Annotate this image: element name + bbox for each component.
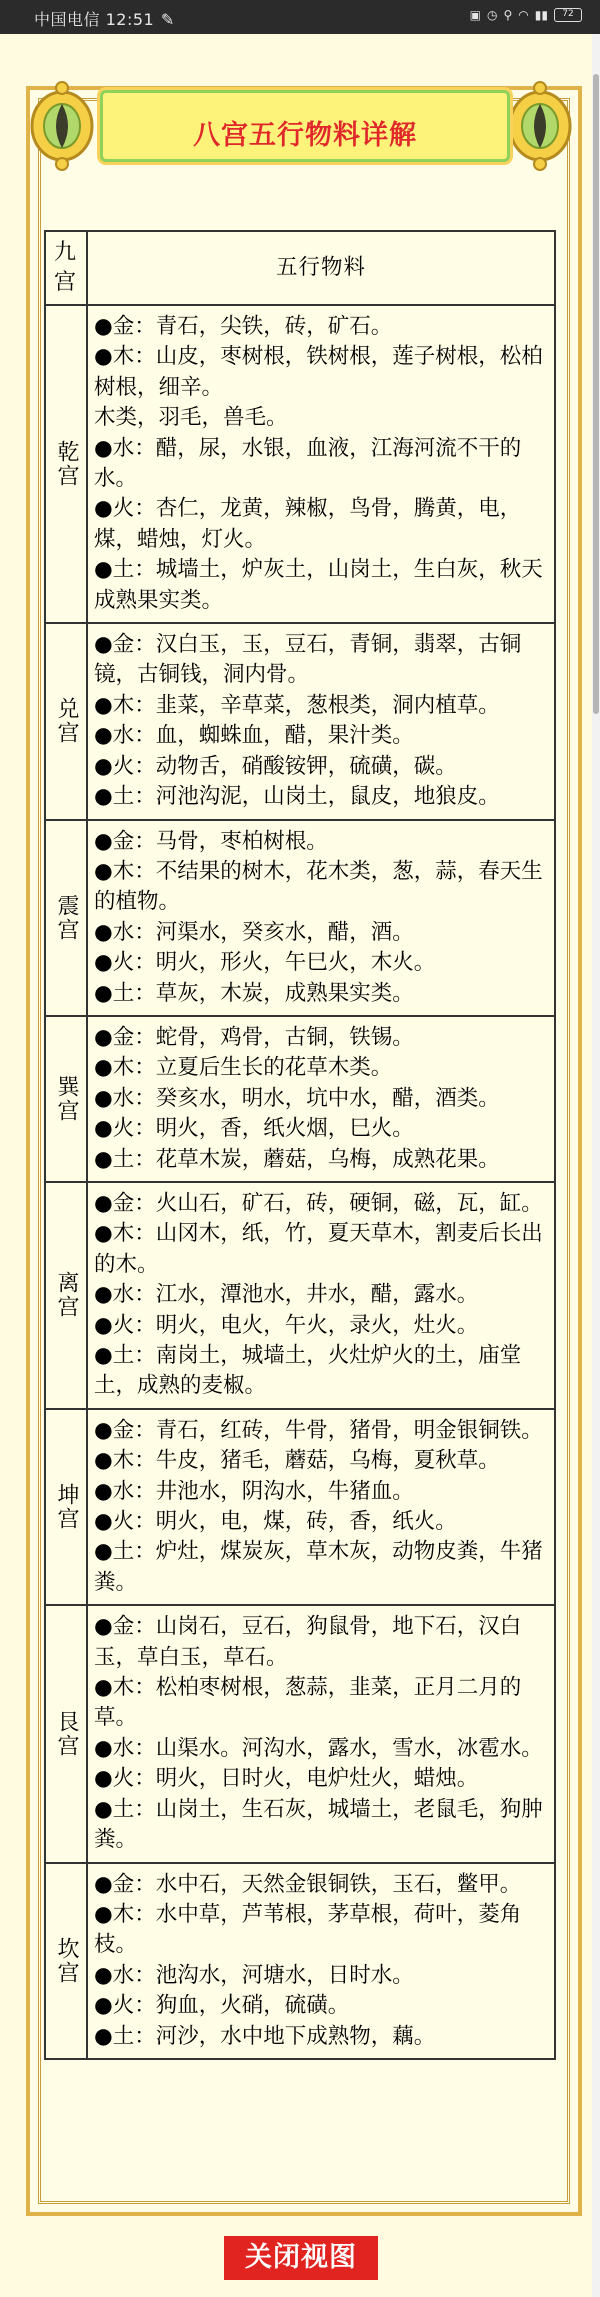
item-line: ●水：井池水，阴沟水，牛猪血。 — [94, 1478, 414, 1504]
title-banner — [100, 90, 510, 162]
item-line: ●火：明火，日时火，电炉灶火，蜡烛。 — [94, 1766, 479, 1792]
item-line: ●土：草灰，木炭，成熟果实类。 — [94, 980, 414, 1006]
carrier-time-text: 中国电信 12:51 — [34, 10, 155, 29]
item-line: ●金：马骨，枣柏树根。 — [94, 828, 328, 854]
item-line: ●木：立夏后生长的花草木类。 — [94, 1055, 393, 1081]
item-line: ●水：醋，尿，水银，血液，江海河流不干的水。 — [94, 435, 522, 492]
item-line: ●火：明火，电火，午火，录火，灶火。 — [94, 1312, 479, 1338]
item-line: ●金：青石，红砖，牛骨，猪骨，明金银铜铁。 — [94, 1417, 543, 1443]
right-ornament-icon — [500, 78, 580, 174]
item-line: ●金：青石，尖铁，砖，矿石。 — [94, 314, 393, 339]
gong-cell — [46, 1606, 88, 1861]
items-cell — [88, 1410, 554, 1604]
gong-cell — [46, 1183, 88, 1408]
item-line: ●火：杏仁，龙黄，辣椒，鸟骨，腾黄，电，煤，蜡烛，灯火。 — [94, 496, 522, 552]
item-line: ●水：河渠水，癸亥水，醋，酒。 — [94, 919, 414, 945]
gong-cell — [46, 821, 88, 1015]
item-line: ●火：明火，香，纸火烟，巳火。 — [94, 1116, 414, 1142]
status-carrier-time — [34, 7, 176, 30]
gong-cell — [46, 1864, 88, 2058]
item-line: ●水：山渠水。河沟水，露水，雪水，冰雹水。 — [94, 1735, 543, 1761]
location-icon: ⚲ — [503, 8, 513, 22]
item-line: ●土：炉灶，煤炭灰，草木灰，动物皮粪，牛猪粪。 — [94, 1539, 543, 1595]
table-row — [46, 1606, 554, 1863]
nfc-icon: ▣ — [469, 8, 482, 22]
item-line: ●土：城墙土，炉灰土，山岗土，生白灰，秋天成熟果实类。 — [94, 557, 543, 613]
gong-label: 坤宫 — [54, 1483, 79, 1532]
items-cell — [88, 306, 554, 622]
item-line: ●土：河沙，水中地下成熟物，藕。 — [94, 2023, 436, 2049]
table-row — [46, 1864, 554, 2058]
item-line: ●金：山岗石，豆石，狗鼠骨，地下石，汉白玉，草白玉，草石。 — [94, 1614, 522, 1670]
item-line: ●火：狗血，火硝，硫磺。 — [94, 1993, 350, 2019]
item-line: ●水：癸亥水，明水，坑中水，醋，酒类。 — [94, 1085, 500, 1111]
item-line: ●木：不结果的树木，花木类，葱，蒜，春天生的植物。 — [94, 858, 543, 915]
items-cell — [88, 1183, 554, 1408]
items-cell — [88, 1606, 554, 1861]
table-row — [46, 306, 554, 624]
header-cell-items — [88, 232, 554, 304]
battery-icon: 72 — [554, 8, 582, 22]
gong-cell — [46, 306, 88, 622]
gong-label: 艮宫 — [54, 1709, 79, 1758]
item-line: ●金：汉白玉，玉，豆石，青铜，翡翠，古铜镜，古铜钱，洞内骨。 — [94, 632, 522, 688]
item-line: ●土：南岗土，城墙土，火灶炉火的土，庙堂土，成熟的麦椒。 — [94, 1343, 522, 1399]
gong-label: 震宫 — [54, 893, 79, 942]
close-view-button[interactable]: 关闭视图 — [224, 2236, 378, 2280]
table-row — [46, 821, 554, 1017]
item-line: ●土：山岗土，生石灰，城墙土，老鼠毛，狗肿粪。 — [94, 1796, 543, 1853]
gong-label: 巽宫 — [54, 1074, 79, 1123]
items-cell — [88, 1017, 554, 1181]
item-line: ●水：江水，潭池水，井水，醋，露水。 — [94, 1282, 479, 1308]
gong-cell — [46, 624, 88, 818]
header-items-label: 五行物料 — [275, 254, 366, 280]
header-gong-label: 九宫 — [54, 240, 79, 295]
items-cell — [88, 821, 554, 1015]
item-line: ●火：明火，形火，午巳火，木火。 — [94, 950, 436, 976]
item-line: ●火：明火，电，煤，砖，香，纸火。 — [94, 1509, 457, 1535]
status-bar — [0, 0, 600, 34]
item-line: ●木：水中草，芦苇根，茅草根，荷叶，菱角枝。 — [94, 1901, 522, 1958]
gong-label: 乾宫 — [54, 440, 79, 489]
table-row — [46, 624, 554, 820]
five-elements-table — [44, 230, 556, 2060]
item-line: ●火：动物舌，硝酸铵钾，硫磺，碳。 — [94, 753, 457, 779]
item-line: ●土：花草木炭，蘑菇，乌梅，成熟花果。 — [94, 1146, 500, 1172]
signal-icon: ▮▮ — [534, 8, 548, 22]
gong-cell — [46, 1410, 88, 1604]
item-line: 木类，羽毛，兽毛。 — [94, 405, 288, 431]
item-line: ●水：血，蜘蛛血，醋，果汁类。 — [94, 723, 414, 749]
item-line: ●木：山冈木，纸，竹，夏天草木，割麦后长出的木。 — [94, 1221, 543, 1277]
item-line: ●金：蛇骨，鸡骨，古铜，铁锡。 — [94, 1024, 414, 1050]
item-line: ●水：池沟水，河塘水，日时水。 — [94, 1962, 414, 1988]
item-line: ●木：牛皮，猪毛，蘑菇，乌梅，夏秋草。 — [94, 1448, 500, 1474]
table-header-row — [46, 232, 554, 306]
item-line: ●木：松柏枣树根，葱蒜，韭菜，正月二月的草。 — [94, 1675, 522, 1731]
table-row — [46, 1410, 554, 1606]
item-line: ●木：韭菜，辛草菜，葱根类，洞内植草。 — [94, 692, 500, 718]
left-ornament-icon — [22, 78, 102, 174]
scrollbar-track[interactable] — [592, 34, 600, 2297]
status-icons — [470, 8, 582, 22]
gong-label: 兑宫 — [54, 697, 79, 746]
item-line: ●金：水中石，天然金银铜铁，玉石，鳖甲。 — [94, 1871, 522, 1897]
items-cell — [88, 624, 554, 818]
wifi-icon: ◠ — [518, 8, 529, 22]
header-cell-gong — [46, 232, 88, 304]
gong-label: 坎宫 — [54, 1936, 79, 1985]
item-line: ●土：河池沟泥，山岗土，鼠皮，地狼皮。 — [94, 784, 500, 810]
table-body — [46, 306, 554, 2058]
item-line: ●木：山皮，枣树根，铁树根，莲子树根，松柏树根，细辛。 — [94, 344, 543, 400]
gong-cell — [46, 1017, 88, 1181]
item-line: ●金：火山石，矿石，砖，硬铜，磁，瓦，缸。 — [94, 1190, 543, 1216]
table-row — [46, 1017, 554, 1183]
gong-label: 离宫 — [54, 1271, 79, 1320]
link-icon: ✎ — [160, 10, 175, 29]
page-title: 八宫五行物料详解 — [193, 120, 417, 151]
alarm-icon: ◷ — [487, 8, 498, 22]
scrollbar-thumb[interactable] — [593, 74, 599, 714]
items-cell — [88, 1864, 554, 2058]
table-row — [46, 1183, 554, 1410]
